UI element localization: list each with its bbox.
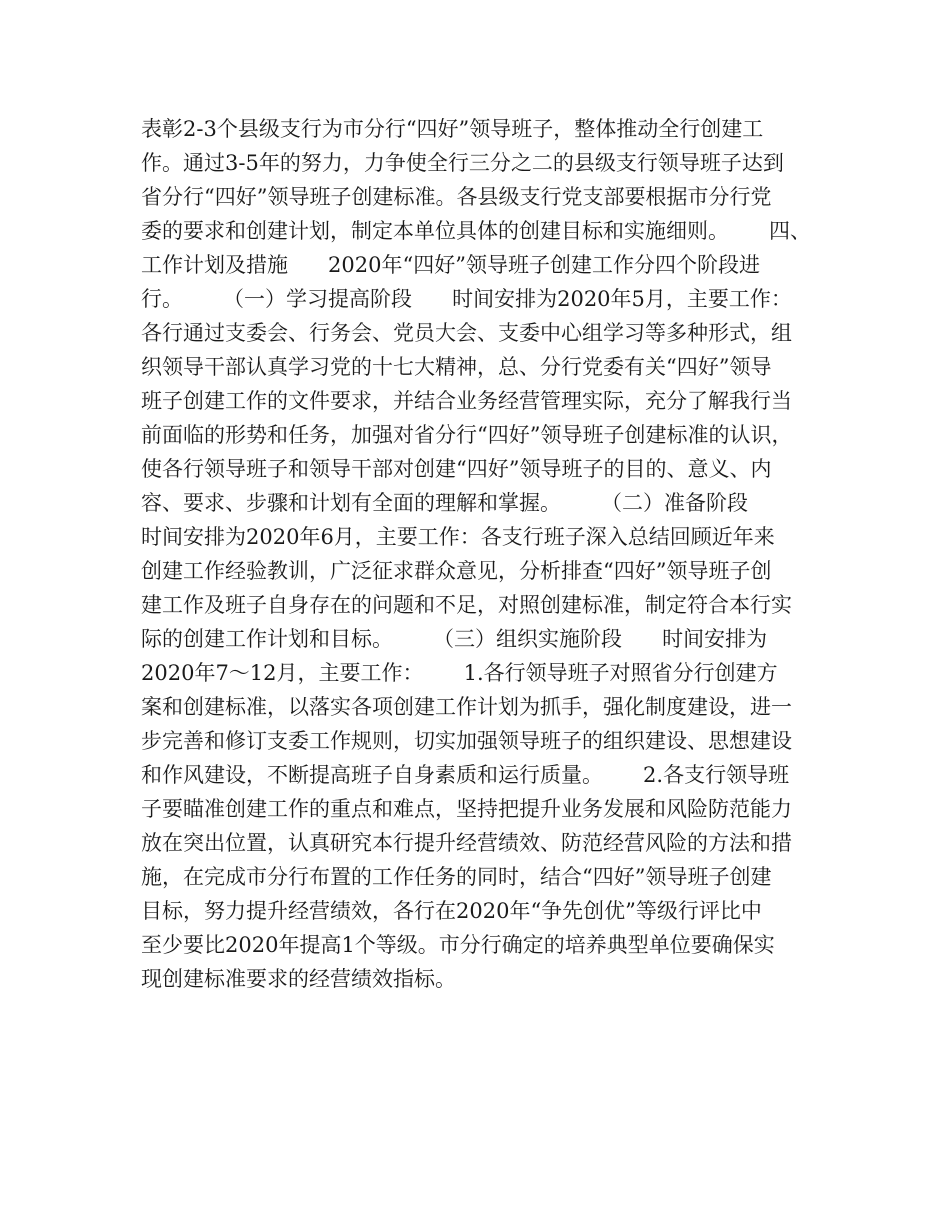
text-line: 创建工作经验教训，广泛征求群众意见，分析排查“四好”领导班子创 <box>141 559 772 583</box>
text-line: 建工作及班子自身存在的问题和不足，对照创建标准，制定符合本行实 <box>141 593 792 617</box>
text-line: 步完善和修订支委工作规则，切实加强领导班子的组织建设、思想建设 <box>141 729 792 753</box>
text-line: 2020年7～12月，主要工作： 1.各行领导班子对照省分行创建方 <box>141 661 778 685</box>
text-line: 班子创建工作的文件要求，并结合业务经营管理实际，充分了解我行当 <box>141 389 792 413</box>
text-line: 案和创建标准，以落实各项创建工作计划为抓手，强化制度建设，进一 <box>141 695 792 719</box>
body-text <box>141 112 831 996</box>
text-line: 时间安排为2020年6月，主要工作：各支行班子深入总结回顾近年来 <box>141 525 775 549</box>
text-line: 目标，努力提升经营绩效，各行在2020年“争先创优”等级行评比中 <box>141 899 762 923</box>
text-line: 委的要求和创建计划，制定本单位具体的创建目标和实施细则。 四、 <box>141 219 812 243</box>
text-line: 子要瞄准创建工作的重点和难点，坚持把提升业务发展和风险防范能力 <box>141 797 792 821</box>
text-line: 和作风建设，不断提高班子自身素质和运行质量。 2.各支行领导班 <box>141 763 790 787</box>
text-line: 现创建标准要求的经营绩效指标。 <box>141 967 456 991</box>
text-line: 各行通过支委会、行务会、党员大会、支委中心组学习等多种形式，组 <box>141 321 792 345</box>
text-line: 容、要求、步骤和计划有全面的理解和掌握。 （二）准备阶段 <box>141 491 749 515</box>
text-line: 施，在完成市分行布置的工作任务的同时，结合“四好”领导班子创建 <box>141 865 772 889</box>
text-line: 前面临的形势和任务，加强对省分行“四好”领导班子创建标准的认识， <box>141 423 793 447</box>
text-line: 作。通过3-5年的努力，力争使全行三分之二的县级支行领导班子达到 <box>141 151 784 175</box>
text-line: 至少要比2020年提高1个等级。市分行确定的培养典型单位要确保实 <box>141 933 775 957</box>
text-line: 使各行领导班子和领导干部对创建“四好”领导班子的目的、意义、内 <box>141 457 772 481</box>
text-line: 省分行“四好”领导班子创建标准。各县级支行党支部要根据市分行党 <box>141 185 772 209</box>
text-line: 放在突出位置，认真研究本行提升经营绩效、防范经营风险的方法和措 <box>141 831 792 855</box>
text-line: 行。 （一）学习提高阶段 时间安排为2020年5月，主要工作： <box>141 287 792 311</box>
text-line: 织领导干部认真学习党的十七大精神，总、分行党委有关“四好”领导 <box>141 355 772 379</box>
text-line: 表彰2-3个县级支行为市分行“四好”领导班子，整体推动全行创建工 <box>141 117 764 141</box>
text-line: 际的创建工作计划和目标。 （三）组织实施阶段 时间安排为 <box>141 627 768 651</box>
text-line: 工作计划及措施 2020年“四好”领导班子创建工作分四个阶段进 <box>141 253 760 277</box>
